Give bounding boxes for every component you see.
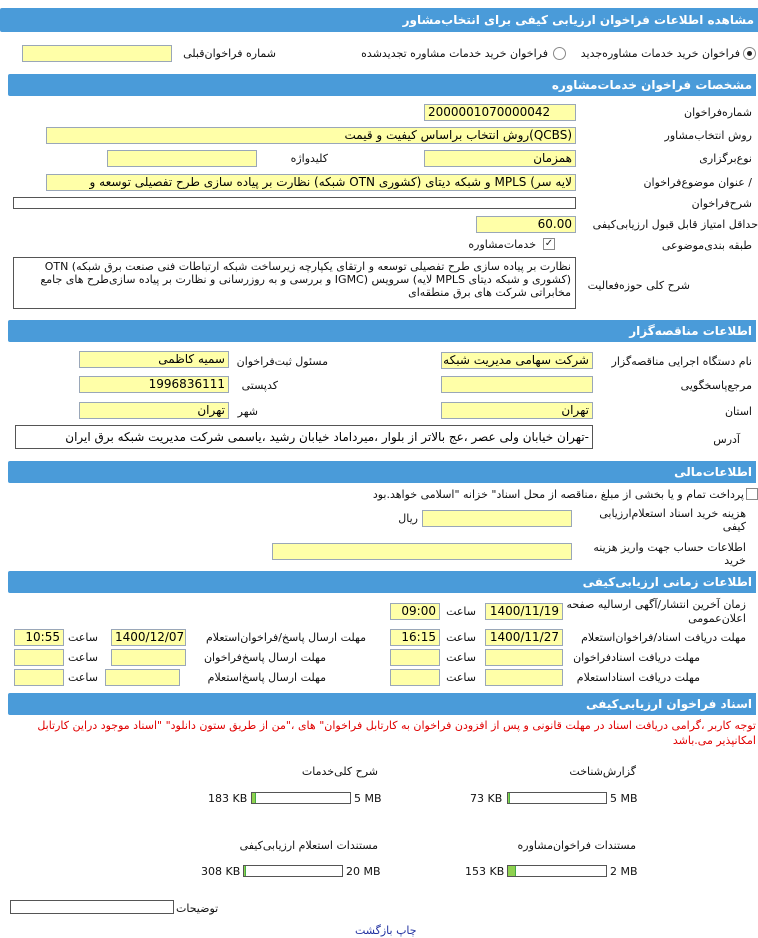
notes-label: توضیحات [176, 902, 219, 915]
scope-field: نظارت بر پیاده سازی طرح تفصیلی توسعه و ارتقای یکپارچه زیرساخت شبکه ارتباطات فنی صنعت برق شبکه) OTN (کشوری و شبکه دیتای MPLS لایه) سرویس (IGMC و بررسی و به روزرسانی و نظارت بر پیاده سازی‌طرح های جامع مخابراتی شرکت های برق منطقه‌ای [13, 257, 576, 309]
doc-receive-label: مهلت دریافت اسناد/فراخوان‌استعلام [581, 631, 746, 644]
keyword-label: کلیدواژه [290, 152, 328, 165]
reply-time-field: 10:55 [14, 629, 64, 646]
address-field: -تهران خیابان ولی عصر ،عج بالاتر از بلوار ،میرداماد خیابان رشید ،یاسمی شرکت مدیریت شبکه برق ایران [15, 425, 593, 449]
doc-receive-call-time-field [390, 649, 440, 666]
file-progress-fill [508, 866, 516, 876]
postal-code-field: 1996836111 [79, 376, 229, 393]
reply-inquiry-label: مهلت ارسال پاسخ‌استعلام [207, 671, 326, 684]
call-subject-label: / عنوان موضوع‌فراخوان [643, 176, 752, 189]
treasury-checkbox[interactable] [746, 488, 758, 500]
publish-date-field: 1400/11/19 [485, 603, 563, 620]
financial-section-header: اطلاعات‌مالی [8, 461, 756, 483]
org-name-label: نام دستگاه اجرایی مناقصه‌گزار [611, 355, 752, 368]
doc-receive-date-field: 1400/11/27 [485, 629, 563, 646]
file-max-quality-inquiry-docs: 20 MB [346, 865, 381, 878]
notes-field [10, 900, 174, 914]
scope-label: شرح کلی حوزه‌فعالیت [587, 279, 690, 292]
file-size-services-description[interactable]: 183 KB [208, 792, 248, 805]
reply-inquiry-time-field [14, 669, 64, 686]
documents-notice: توجه کاربر ،گرامی دریافت اسناد در مهلت قانونی و پس از افزودن فراخوان به کارتابل فراخوان" های ،"من از طریق ستون دانلود" "اسناد موجود دراین کارتابل امکانپذیر می.باشد [37, 719, 756, 747]
province-field: تهران [441, 402, 593, 419]
account-info-label: اطلاعات حساب جهت واریز هزینه خرید [593, 541, 746, 567]
reply-inquiry-time-label: ساعت [68, 671, 98, 684]
call-number-label: شماره‌فراخوان [683, 106, 752, 119]
selection-method-label: روش انتخاب‌مشاور [664, 129, 752, 142]
call-description-field [13, 197, 576, 209]
category-label: طبقه بندی‌موضوعی [661, 239, 752, 252]
treasury-text: پرداخت تمام و یا بخشی از مبلغ ،مناقصه از محل اسناد" خزانه "اسلامی خواهد.بود [372, 488, 744, 501]
doc-receive-inquiry-time-field [390, 669, 440, 686]
radio-renewed-call[interactable] [553, 47, 566, 60]
doc-receive-time-field: 16:15 [390, 629, 440, 646]
address-label: آدرس [713, 433, 740, 446]
postal-code-label: کدپستی [241, 379, 278, 392]
file-progress-services-description [251, 792, 351, 804]
holding-type-field: همزمان [424, 150, 576, 167]
reply-inquiry-date-field [105, 669, 180, 686]
file-max-services-description: 5 MB [354, 792, 382, 805]
file-progress-fill [244, 866, 246, 876]
reply-label: مهلت ارسال پاسخ/فراخوان‌استعلام [205, 631, 366, 644]
reference-field [441, 376, 593, 393]
reference-label: مرجع‌پاسخگویی [680, 379, 752, 392]
doc-receive-inquiry-date-field [485, 669, 563, 686]
city-field: تهران [79, 402, 229, 419]
registrar-label: مسئول ثبت‌فراخوان [236, 355, 328, 368]
reply-call-date-field [111, 649, 186, 666]
file-max-knowledge-report: 5 MB [610, 792, 638, 805]
reply-call-time-field [14, 649, 64, 666]
keyword-field [107, 150, 257, 167]
organizer-section-header: اطلاعات مناقصه‌گزار [8, 320, 756, 342]
radio-new-call[interactable] [743, 47, 756, 60]
documents-section-header: اسناد فراخوان ارزیابی‌کیفی [8, 693, 756, 715]
doc-receive-call-time-label: ساعت [446, 651, 476, 664]
holding-type-label: نوع‌برگزاری [699, 152, 752, 165]
print-back-link[interactable]: چاپ بازگشت [355, 924, 417, 937]
org-name-field: شرکت سهامی مدیریت شبکه [441, 352, 593, 369]
publish-time-field: 09:00 [390, 603, 440, 620]
registrar-field: سمیه کاظمی [79, 351, 229, 368]
file-progress-quality-inquiry-docs [243, 865, 343, 877]
file-max-consulting-docs: 2 MB [610, 865, 638, 878]
file-name-consulting-docs: مستندات فراخوان‌مشاوره [517, 839, 636, 852]
consulting-section-header: مشخصات فراخوان خدمات‌مشاوره [8, 74, 756, 96]
min-score-field: 60.00 [476, 216, 576, 233]
account-info-field [272, 543, 572, 560]
doc-cost-field [422, 510, 572, 527]
file-size-quality-inquiry-docs[interactable]: 308 KB [201, 865, 241, 878]
doc-receive-inquiry-label: مهلت دریافت اسناداستعلام [576, 671, 700, 684]
doc-cost-label: هزینه خرید اسناد استعلام‌ارزیابی کیفی [599, 507, 746, 533]
doc-receive-time-label: ساعت [446, 631, 476, 644]
selection-method-field: (QCBS)روش انتخاب براساس کیفیت و قیمت [46, 127, 576, 144]
reply-time-label: ساعت [68, 631, 98, 644]
radio-new-call-label: فراخوان خرید خدمات مشاوره‌جدید [580, 47, 740, 60]
reply-call-time-label: ساعت [68, 651, 98, 664]
publish-time-label: ساعت [446, 605, 476, 618]
file-progress-fill [508, 793, 510, 803]
category-value: خدمات‌مشاوره [468, 238, 536, 251]
file-size-consulting-docs[interactable]: 153 KB [465, 865, 505, 878]
file-progress-consulting-docs [507, 865, 607, 877]
reply-date-field: 1400/12/07 [111, 629, 186, 646]
province-label: استان [724, 405, 752, 418]
category-checkbox[interactable]: ✓ [544, 238, 554, 249]
doc-receive-inquiry-time-label: ساعت [446, 671, 476, 684]
file-name-services-description: شرح کلی‌خدمات [301, 765, 378, 778]
doc-receive-call-label: مهلت دریافت اسنادفراخوان [573, 651, 700, 664]
file-name-knowledge-report: گزارش‌شناخت [569, 765, 636, 778]
publish-label: زمان آخرین انتشار/آگهی ارسالیه صفحه اعلان‌عمومی [566, 598, 746, 625]
min-score-label: حداقل امتیاز قابل قبول ارزیابی‌کیفی [592, 218, 758, 231]
file-name-quality-inquiry-docs: مستندات استعلام ارزیابی‌کیفی [239, 839, 378, 852]
city-label: شهر [237, 405, 258, 418]
reply-call-label: مهلت ارسال پاسخ‌فراخوان [203, 651, 326, 664]
call-subject-field: لایه سر) MPLS و شبکه دیتای (کشوری OTN شبکه) نظارت بر پیاده سازی طرح تفصیلی توسعه و [46, 174, 576, 191]
call-number-field: 2000001070000042 [424, 104, 576, 121]
radio-renewed-call-label: فراخوان خرید خدمات مشاوره تجدیدشده [361, 47, 548, 60]
page-title: مشاهده اطلاعات فراخوان ارزیابی کیفی برای انتخاب‌مشاور [0, 8, 758, 32]
currency-label: ریال [398, 512, 418, 525]
file-progress-knowledge-report [507, 792, 607, 804]
call-description-label: شرح‌فراخوان [691, 197, 752, 210]
prev-number-label: شماره فراخوان‌قبلی [183, 47, 276, 60]
file-size-knowledge-report[interactable]: 73 KB [470, 792, 503, 805]
schedule-section-header: اطلاعات زمانی ارزیابی‌کیفی [8, 571, 756, 593]
prev-number-field[interactable] [22, 45, 172, 62]
doc-receive-call-date-field [485, 649, 563, 666]
file-progress-fill [252, 793, 256, 803]
